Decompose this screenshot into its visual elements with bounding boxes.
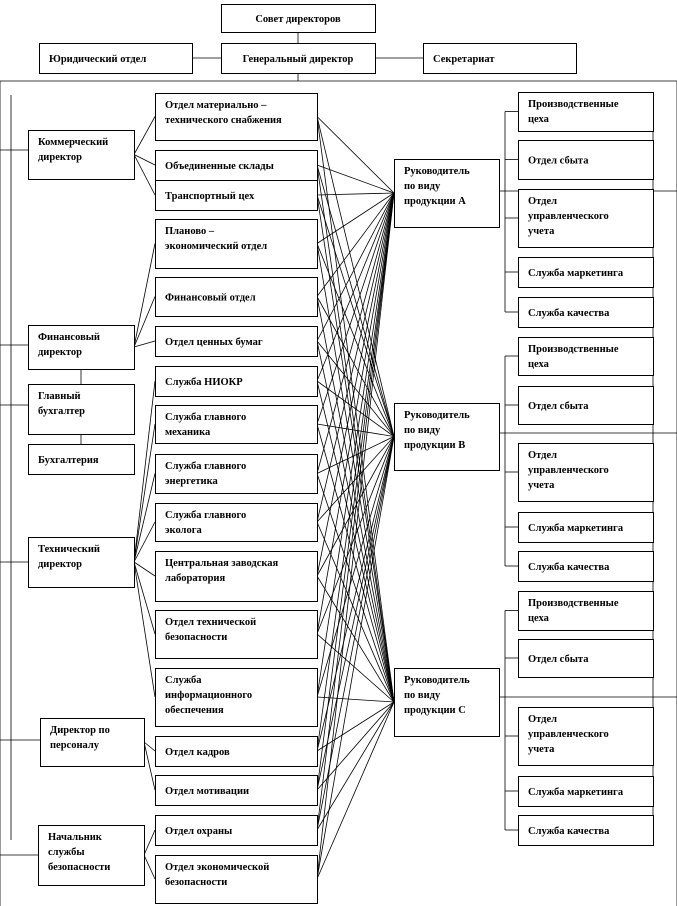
- financial_dir-to-dept_planning: [134, 244, 155, 348]
- node-label: безопасности: [48, 862, 111, 873]
- technical_dir-to-dept_rnd: [134, 381, 155, 562]
- node-label: по виду: [404, 181, 441, 192]
- node-label: Служба маркетинга: [528, 523, 624, 534]
- node-label: бухгалтер: [38, 406, 86, 417]
- dept_transport-to-mgr_a: [317, 193, 394, 195]
- node-label: Служба качества: [528, 562, 610, 573]
- dept_hr-to-mgr_c: [317, 702, 394, 751]
- node-label: директор: [38, 347, 83, 358]
- node-c-qual: [519, 816, 654, 846]
- node-dept-securities: [156, 327, 318, 357]
- financial_dir-to-dept_securities: [134, 341, 155, 347]
- node-label: Отдел: [528, 196, 558, 207]
- technical_dir-to-dept_it: [134, 562, 155, 697]
- node-label: Отдел ценных бумаг: [165, 337, 263, 348]
- node-label: технического снабжения: [165, 115, 282, 126]
- node-dept-finance: [156, 278, 318, 317]
- node-b-mkt: [519, 513, 654, 543]
- node-label: продукции А: [404, 196, 466, 207]
- dept_econsec-to-mgr_c: [317, 702, 394, 879]
- node-label: Технический: [38, 544, 100, 555]
- node-label: безопасности: [165, 632, 228, 643]
- node-label: Финансовый отдел: [165, 292, 256, 304]
- dept_econsec-to-mgr_a: [317, 193, 394, 879]
- node-dept-motivation: [156, 776, 318, 806]
- node-a-acc: [519, 190, 654, 248]
- node-b-prod: [519, 338, 654, 376]
- node-c-mkt: [519, 777, 654, 807]
- node-a-mkt: [519, 258, 654, 288]
- node-label: управленческого: [528, 465, 609, 476]
- node-label: Производственные: [528, 99, 619, 110]
- dept_warehouses-to-mgr_a: [317, 165, 394, 193]
- node-secretariat: [424, 44, 577, 74]
- node-chief-accountant: [29, 385, 135, 435]
- node-label: Планово –: [165, 226, 215, 237]
- node-label: Секретариат: [433, 54, 495, 65]
- node-label: безопасности: [165, 877, 228, 888]
- node-label: учета: [528, 226, 555, 237]
- node-label: Начальник: [48, 832, 102, 843]
- node-mgr-c: [395, 669, 500, 737]
- dept_transport-to-mgr_b: [317, 195, 394, 437]
- node-label: Служба маркетинга: [528, 787, 624, 798]
- node-label: Объединенные склады: [165, 161, 274, 172]
- node-label: обеспечения: [165, 705, 224, 716]
- node-b-acc: [519, 444, 654, 502]
- node-technical-dir: [29, 538, 135, 588]
- node-dept-guard: [156, 816, 318, 846]
- node-dept-supply: [156, 94, 318, 141]
- node-hr-dir: [41, 719, 145, 767]
- dept_motivation-to-mgr_a: [317, 193, 394, 790]
- commercial_dir-to-dept_transport: [134, 155, 155, 196]
- node-legal: [40, 44, 193, 74]
- node-label: директор: [38, 559, 83, 570]
- node-financial-dir: [29, 326, 135, 370]
- node-label: продукции В: [404, 440, 466, 451]
- node-label: по виду: [404, 425, 441, 436]
- node-label: Транспортный цех: [165, 191, 255, 202]
- node-dept-econsec: [156, 856, 318, 904]
- node-dept-lab: [156, 552, 318, 602]
- node-dept-rnd: [156, 367, 318, 397]
- node-a-sales: [519, 141, 654, 180]
- node-label: энергетика: [165, 476, 218, 487]
- node-label: цеха: [528, 359, 549, 370]
- technical_dir-to-dept_safety: [134, 562, 155, 634]
- node-dept-warehouses: [156, 151, 318, 181]
- dept_lab-to-mgr_b: [317, 437, 394, 577]
- node-c-prod: [519, 592, 654, 631]
- dept_supply-to-mgr_a: [317, 117, 394, 194]
- dept_guard-to-mgr_a: [317, 193, 394, 830]
- node-c-acc: [519, 708, 654, 766]
- node-label: цеха: [528, 613, 549, 624]
- node-label: цеха: [528, 114, 549, 125]
- node-c-sales: [519, 640, 654, 678]
- node-label: Служба НИОКР: [165, 377, 243, 388]
- node-security-head: [39, 826, 145, 886]
- node-label: Производственные: [528, 598, 619, 609]
- node-label: Отдел сбыта: [528, 401, 589, 412]
- security_head-to-dept_guard: [144, 830, 155, 855]
- dept_lab-to-mgr_a: [317, 193, 394, 576]
- node-b-qual: [519, 552, 654, 582]
- node-label: информационного: [165, 690, 253, 701]
- node-label: Отдел: [528, 450, 558, 461]
- node-b-sales: [519, 387, 654, 425]
- node-label: лаборатория: [165, 573, 226, 584]
- node-a-qual: [519, 298, 654, 328]
- node-label: Отдел: [528, 714, 558, 725]
- node-label: Отдел мотивации: [165, 786, 250, 797]
- node-accounting: [29, 445, 135, 475]
- node-dept-transport: [156, 181, 318, 211]
- node-label: Служба маркетинга: [528, 268, 624, 279]
- node-label: персоналу: [50, 740, 99, 751]
- node-mgr-a: [395, 160, 500, 228]
- node-dept-planning: [156, 220, 318, 269]
- dept_rnd-to-mgr_c: [317, 381, 394, 702]
- node-label: Руководитель: [404, 675, 470, 686]
- node-label: службы: [48, 847, 85, 858]
- node-label: Руководитель: [404, 410, 470, 421]
- node-label: Производственные: [528, 344, 619, 355]
- commercial_dir-to-dept_supply: [134, 117, 155, 155]
- node-commercial-dir: [29, 131, 135, 180]
- node-label: Отдел материально –: [165, 100, 267, 111]
- node-label: механика: [165, 427, 211, 438]
- node-label: Коммерческий: [38, 137, 109, 148]
- node-board: [222, 5, 376, 33]
- node-label: по виду: [404, 690, 441, 701]
- node-label: Служба качества: [528, 826, 610, 837]
- node-label: Отдел сбыта: [528, 654, 589, 665]
- node-label: Служба главного: [165, 412, 247, 423]
- node-label: учета: [528, 480, 555, 491]
- node-label: Отдел экономической: [165, 862, 270, 873]
- node-label: Отдел кадров: [165, 747, 230, 758]
- node-label: Бухгалтерия: [38, 455, 99, 466]
- node-label: Служба качества: [528, 308, 610, 319]
- node-label: Главный: [38, 391, 81, 402]
- node-label: экономический отдел: [165, 241, 268, 252]
- financial_dir-to-dept_finance: [134, 297, 155, 348]
- node-label: Отдел охраны: [165, 826, 233, 837]
- node-dept-chief-mech: [156, 406, 318, 444]
- node-label: учета: [528, 744, 555, 755]
- node-label: Генеральный директор: [242, 54, 354, 65]
- node-label: директор: [38, 152, 83, 163]
- node-label: Финансовый: [38, 332, 100, 343]
- node-label: эколога: [165, 525, 202, 536]
- node-label: Совет директоров: [255, 14, 341, 25]
- node-label: Центральная заводская: [165, 558, 279, 569]
- node-label: Отдел технической: [165, 617, 257, 628]
- node-label: Служба: [165, 675, 202, 686]
- node-label: продукции С: [404, 705, 466, 716]
- node-ceo: [222, 44, 376, 74]
- node-mgr-b: [395, 404, 500, 471]
- node-label: Служба главного: [165, 510, 247, 521]
- node-label: Отдел сбыта: [528, 155, 589, 167]
- node-a-prod: [519, 93, 654, 132]
- node-label: Юридический отдел: [49, 54, 147, 65]
- node-dept-chief-power: [156, 455, 318, 494]
- node-dept-safety: [156, 611, 318, 659]
- node-label: Руководитель: [404, 166, 470, 177]
- node-label: Служба главного: [165, 461, 247, 472]
- node-label: управленческого: [528, 729, 609, 740]
- node-dept-chief-eco: [156, 504, 318, 542]
- technical_dir-to-dept_chief_power: [134, 474, 155, 563]
- node-label: Директор по: [50, 725, 110, 736]
- node-label: управленческого: [528, 211, 609, 222]
- node-dept-it: [156, 669, 318, 727]
- security_head-to-dept_econsec: [144, 855, 155, 879]
- dept_hr-to-mgr_b: [317, 437, 394, 752]
- node-dept-hr: [156, 737, 318, 767]
- dept_chief_power-to-mgr_b: [317, 437, 394, 474]
